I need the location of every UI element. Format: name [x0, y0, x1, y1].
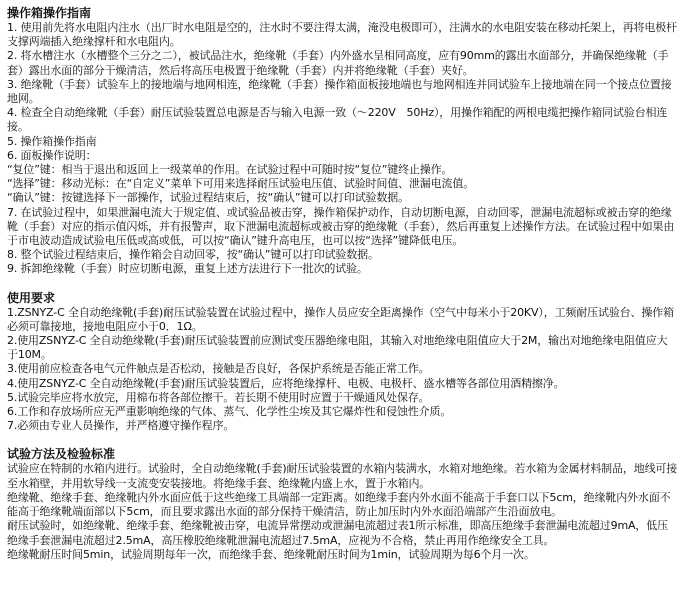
section-spacer	[7, 277, 678, 291]
paragraph: 试验应在特制的水箱内进行。试验时，全自动绝缘靴(手套)耐压试验装置的水箱内装满水，水箱对地绝缘。若水箱为金属材料制品，地线可接至水箱壁，并用软导线一支流变安装接地。将绝缘手套、绝缘靴内盛上水，置于水箱内。	[7, 462, 678, 490]
section-title: 试验方法及检验标准	[7, 447, 116, 462]
section-spacer	[7, 433, 678, 447]
paragraph: 6. 面板操作说明：	[7, 148, 97, 162]
paragraph: 7.必须由专业人员操作，并严格遵守操作程序。	[7, 419, 235, 433]
paragraph: “确认”键：按键选择下一部操作，试验过程结束后，按“确认”键可以打印试验数据。	[7, 191, 409, 205]
paragraph: “选择”键：移动光标：在“自定义”菜单下可用来选择耐压试验电压值、试验时间值、泄漏电流值。	[7, 177, 475, 191]
paragraph: 2. 将水槽注水（水槽整个三分之二），被试品注水，绝缘靴（手套）内外盛水呈相同高度，应有90mm的露出水面部分，并确保绝缘靴（手套）露出水面的部分干燥清洁，然后将高压电极置于绝缘靴（手套）内并将绝缘靴（手套）夹好。	[7, 49, 669, 77]
section-test-methods	[7, 447, 678, 561]
paragraph: 1. 使用前先将水电阻内注水（出厂时水电阻是空的，注水时不要注得太满，淹没电极即可），注满水的水电阻安装在移动托架上，再将电极杆支撑两端插入绝缘撑杆和水电阻内。	[7, 21, 677, 49]
section-title: 操作箱操作指南	[7, 6, 92, 20]
paragraph: 绝缘靴耐压时间5min，试验周期每年一次，而绝缘手套、绝缘靴耐压时间为1min，试验周期为每6个月一次。	[7, 547, 535, 561]
paragraph: 4.使用ZSNYZ-C 全自动绝缘靴(手套)耐压试验装置后，应将绝缘撑杆、电极、电极杆、盛水槽等各部位用酒精擦净。	[7, 376, 565, 390]
paragraph: 9. 拆卸绝缘靴（手套）时应切断电源，重复上述方法进行下一批次的试验。	[7, 262, 368, 276]
paragraph: 2.使用ZSNYZ-C 全自动绝缘靴(手套)耐压试验装置前应测试变压器绝缘电阻，其输入对地绝缘电阻值应大于2M，输出对地绝缘电阻值应大于10M。	[7, 334, 668, 362]
section-title: 使用要求	[7, 290, 56, 305]
paragraph: 3. 绝缘靴（手套）试验车上的接地端与地网相连，绝缘靴（手套）操作箱面板接地端也与地网相连并同试验车上接地端在同一个接点位置接地网。	[7, 77, 672, 106]
paragraph: 7. 在试验过程中，如果泄漏电流大于规定值、或试验品被击穿，操作箱保护动作，自动切断电源，自动回零，泄漏电流超标或被击穿的绝缘靴（手套）对应的指示值闪烁，并有报警声，取下泄漏电流超标或被击穿的绝缘靴（手套），然后再重复上述操作方法。在试验过程中如果由于市电波动造成试验电压低或高或低，可以按“确认”键升高电压，也可以按“选择”键降低电压。	[7, 205, 675, 248]
paragraph: 5.试验完毕应将水放完，用棉布将各部位擦干。若长期不使用时应置于干燥通风处保存。	[7, 390, 430, 404]
section-usage-requirements	[7, 291, 678, 434]
paragraph: 5. 操作箱操作指南	[7, 134, 97, 148]
paragraph: “复位”键：相当于退出和返回上一级菜单的作用。在试验过程中可随时按“复位”键终止操作。	[7, 163, 453, 177]
paragraph: 6.工作和存放场所应无严重影响绝缘的气体、蒸气、化学性尘埃及其它爆炸性和侵蚀性介质。	[7, 405, 452, 419]
paragraph: 绝缘靴、绝缘手套、绝缘靴内外水面应低于这些绝缘工具端部一定距离。如绝缘手套内外水面不能高于手套口以下5cm，绝缘靴内外水面不能高于绝缘靴端面部以下5cm，而且要求露出水面的部分保持干燥清洁，防止加压时内外水面沿端部产生沿面放电。	[7, 490, 671, 519]
paragraph: 1.ZSNYZ-C 全自动绝缘靴(手套)耐压试验装置在试验过程中，操作人员应安全距离操作（空气中每米小于20KV），工频耐压试验台、操作箱必须可靠接地，接地电阻应小于0．1Ω。	[7, 305, 674, 333]
section-operation-guide	[7, 6, 678, 277]
paragraph: 3.使用前应检查各电气元件触点是否松动，接触是否良好，各保护系统是否能正常工作。	[7, 362, 430, 376]
paragraph: 4. 检查全自动绝缘靴（手套）耐压试验装置总电源是否与输入电源一致（～220V 50Hz），用操作箱配的两根电缆把操作箱同试验台相连接。	[7, 106, 668, 134]
paragraph: 耐压试验时，如绝缘靴、绝缘手套、绝缘靴被击穿，电流异常摆动或泄漏电流超过表1所示标准，即高压绝缘手套泄漏电流超过9mA，低压绝缘手套泄漏电流超过2.5mA，高压橡胶绝缘靴泄漏电流超过7.5mA，应视为不合格，禁止再用作绝缘安全工具。	[7, 519, 668, 547]
paragraph: 8. 整个试验过程结束后，操作箱会自动回零，按“确认”键可以打印试验数据。	[7, 248, 379, 262]
